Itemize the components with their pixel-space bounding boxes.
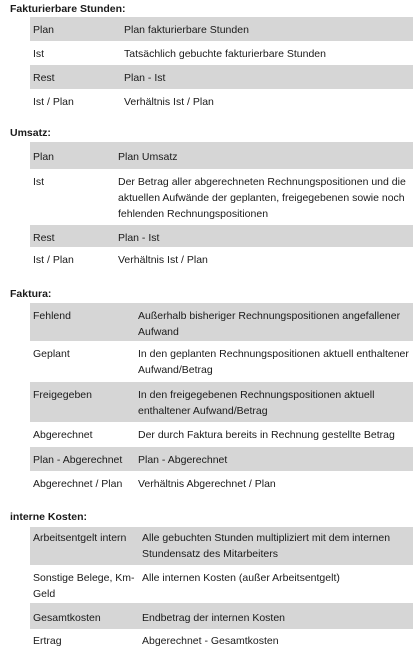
table-fakturierbare-stunden bbox=[30, 17, 413, 113]
description: Verhältnis Ist / Plan bbox=[118, 254, 208, 266]
term: Plan - Abgerechnet bbox=[30, 447, 136, 471]
description: Plan - Ist bbox=[116, 225, 413, 247]
term: Gesamtkosten bbox=[30, 603, 140, 629]
description: Abgerechnet - Gesamtkosten bbox=[142, 635, 279, 647]
table-row bbox=[30, 629, 413, 652]
table-row bbox=[30, 565, 413, 603]
table-row bbox=[30, 422, 413, 447]
table-row bbox=[30, 41, 413, 65]
table-row bbox=[30, 447, 413, 471]
section-title-umsatz: Umsatz: bbox=[10, 127, 51, 139]
table-row bbox=[30, 603, 413, 629]
table-row bbox=[30, 225, 413, 247]
term: Fehlend bbox=[30, 303, 136, 341]
term: Ist / Plan bbox=[33, 254, 74, 266]
term: Ertrag bbox=[33, 635, 62, 647]
table-row bbox=[30, 382, 413, 422]
table-row bbox=[30, 89, 413, 113]
description: In den geplanten Rechnungspositionen aktuell enthaltener Aufwand/Betrag bbox=[138, 348, 409, 376]
term: Abgerechnet bbox=[33, 429, 93, 441]
section-title-fakturierbare-stunden: Fakturierbare Stunden: bbox=[10, 3, 126, 15]
description: Endbetrag der internen Kosten bbox=[140, 603, 413, 629]
table-faktura bbox=[30, 303, 413, 497]
term: Arbeitsentgelt intern bbox=[30, 527, 140, 565]
description: In den freigegebenen Rechnungspositionen aktuell enthaltener Aufwand/Betrag bbox=[136, 382, 413, 422]
table-row bbox=[30, 303, 413, 341]
description: Außerhalb bisheriger Rechnungspositionen angefallener Aufwand bbox=[136, 303, 413, 341]
table-row bbox=[30, 247, 413, 272]
term: Plan bbox=[30, 17, 122, 41]
description: Der durch Faktura bereits in Rechnung gestellte Betrag bbox=[138, 429, 395, 441]
description: Plan - Abgerechnet bbox=[136, 447, 413, 471]
term: Ist bbox=[33, 48, 45, 60]
description: Der Betrag aller abgerechneten Rechnungspositionen und die aktuellen Aufwände der geplanten, freigegebenen sowie noch fehlenden Rechnungspositionen bbox=[118, 176, 406, 220]
term: Geplant bbox=[33, 348, 70, 360]
table-row bbox=[30, 471, 413, 497]
term: Sonstige Belege, Km-Geld bbox=[33, 572, 135, 600]
table-row bbox=[30, 169, 413, 225]
description: Plan Umsatz bbox=[116, 142, 413, 169]
table-row bbox=[30, 17, 413, 41]
table-row bbox=[30, 142, 413, 169]
term: Ist / Plan bbox=[33, 96, 74, 108]
term: Rest bbox=[30, 65, 122, 89]
table-row bbox=[30, 527, 413, 565]
description: Plan - Ist bbox=[122, 65, 413, 89]
section-title-interne-kosten: interne Kosten: bbox=[10, 511, 88, 523]
description: Plan fakturierbare Stunden bbox=[122, 17, 413, 41]
description: Verhältnis Abgerechnet / Plan bbox=[138, 478, 276, 490]
term: Abgerechnet / Plan bbox=[33, 478, 123, 490]
table-umsatz bbox=[30, 142, 413, 272]
section-title-faktura: Faktura: bbox=[10, 288, 52, 300]
description: Tatsächlich gebuchte fakturierbare Stunden bbox=[124, 48, 326, 60]
term: Freigegeben bbox=[30, 382, 136, 422]
description: Alle internen Kosten (außer Arbeitsentgelt) bbox=[142, 572, 340, 584]
description: Alle gebuchten Stunden multipliziert mit dem internen Stundensatz des Mitarbeiters bbox=[140, 527, 413, 565]
table-row bbox=[30, 65, 413, 89]
term: Plan bbox=[30, 142, 116, 169]
term: Ist bbox=[33, 176, 45, 188]
description: Verhältnis Ist / Plan bbox=[124, 96, 214, 108]
table-row bbox=[30, 341, 413, 382]
term: Rest bbox=[30, 225, 116, 247]
table-interne-kosten bbox=[30, 527, 413, 652]
